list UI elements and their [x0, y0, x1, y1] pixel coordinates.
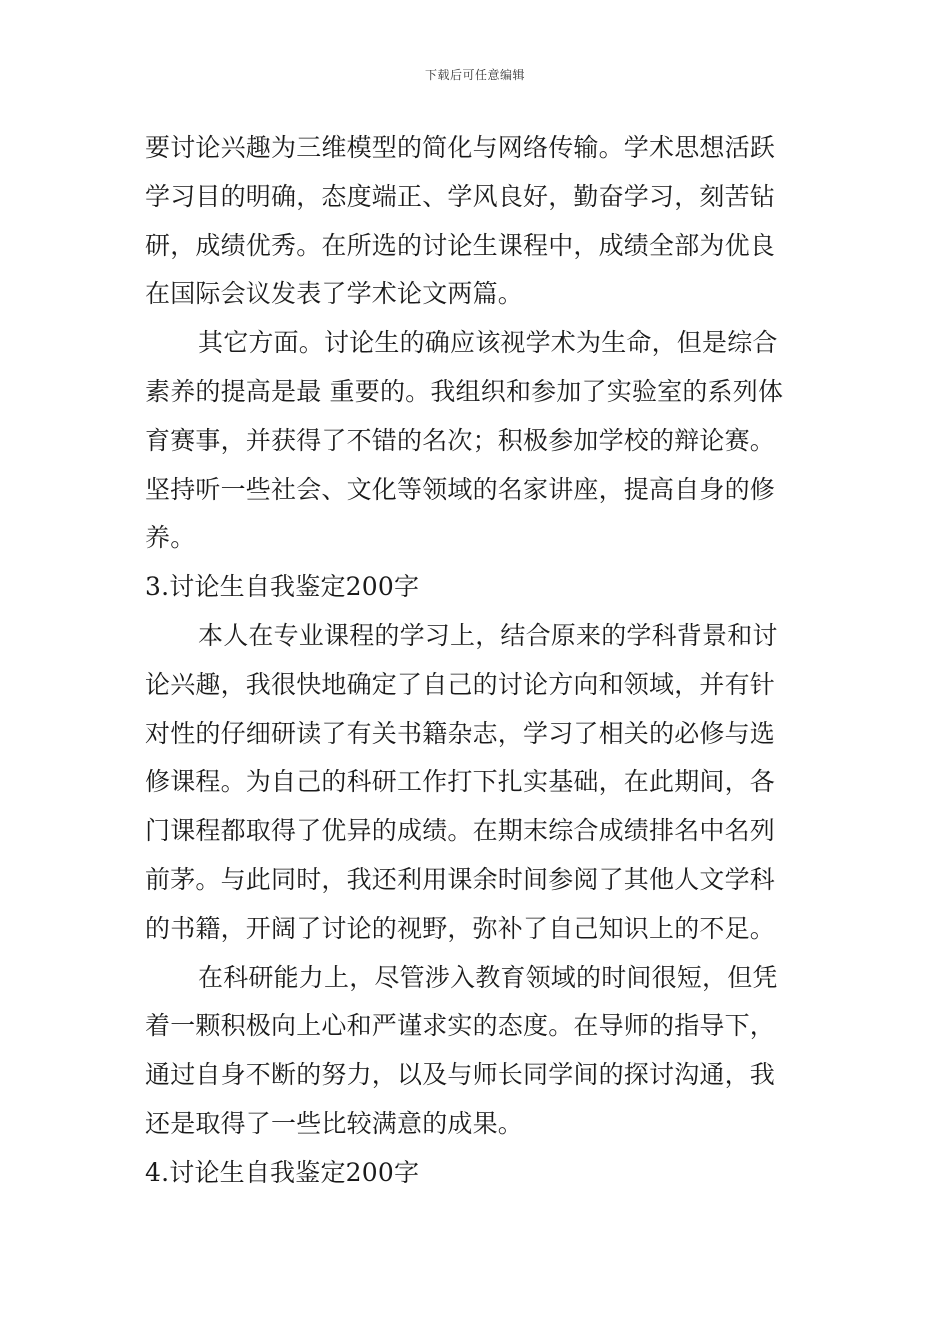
text-line: 研，成绩优秀。在所选的讨论生课程中，成绩全部为优良 [145, 230, 776, 260]
text-line: 素养的提高是最 重要的。我组织和参加了实验室的系列体 [145, 376, 784, 406]
text-line: 学习目的明确，态度端正、学风良好，勤奋学习，刻苦钻 [145, 181, 776, 211]
paragraph-start: 本人在专业课程的学习上，结合原来的学科背景和讨 [198, 620, 778, 650]
document-body [145, 124, 810, 1198]
text-line: 门课程都取得了优异的成绩。在期末综合成绩排名中名列 [145, 816, 776, 846]
text-line: 着一颗积极向上心和严谨求实的态度。在导师的指导下， [145, 1011, 776, 1041]
text-line: 通过自身不断的努力，以及与师长同学间的探讨沟通，我 [145, 1060, 776, 1090]
text-line: 坚持听一些社会、文化等领域的名家讲座，提高自身的修 [145, 474, 776, 504]
text-line: 育赛事，并获得了不错的名次；积极参加学校的辩论赛。 [145, 425, 776, 455]
text-line: 还是取得了一些比较满意的成果。 [145, 1108, 524, 1138]
text-line: 在国际会议发表了学术论文两篇。 [145, 279, 524, 309]
text-line: 对性的仔细研读了有关书籍杂志，学习了相关的必修与选 [145, 718, 776, 748]
text-line: 养。 [145, 523, 196, 553]
section-heading: 4.讨论生自我鉴定200字 [145, 1157, 420, 1187]
text-line: 论兴趣，我很快地确定了自己的讨论方向和领域，并有针 [145, 669, 776, 699]
page-header: 下载后可任意编辑 [424, 68, 525, 82]
text-line: 前茅。与此同时，我还利用课余时间参阅了其他人文学科 [145, 864, 776, 894]
text-line: 的书籍，开阔了讨论的视野，弥补了自己知识上的不足。 [145, 913, 776, 943]
section-heading: 3.讨论生自我鉴定200字 [145, 572, 420, 602]
paragraph-start: 其它方面。讨论生的确应该视学术为生命，但是综合 [198, 328, 778, 358]
paragraph-start: 在科研能力上，尽管涉入教育领域的时间很短，但凭 [198, 962, 778, 992]
text-line: 修课程。为自己的科研工作打下扎实基础，在此期间，各 [145, 767, 776, 797]
text-line: 要讨论兴趣为三维模型的简化与网络传输。学术思想活跃 [145, 133, 776, 162]
